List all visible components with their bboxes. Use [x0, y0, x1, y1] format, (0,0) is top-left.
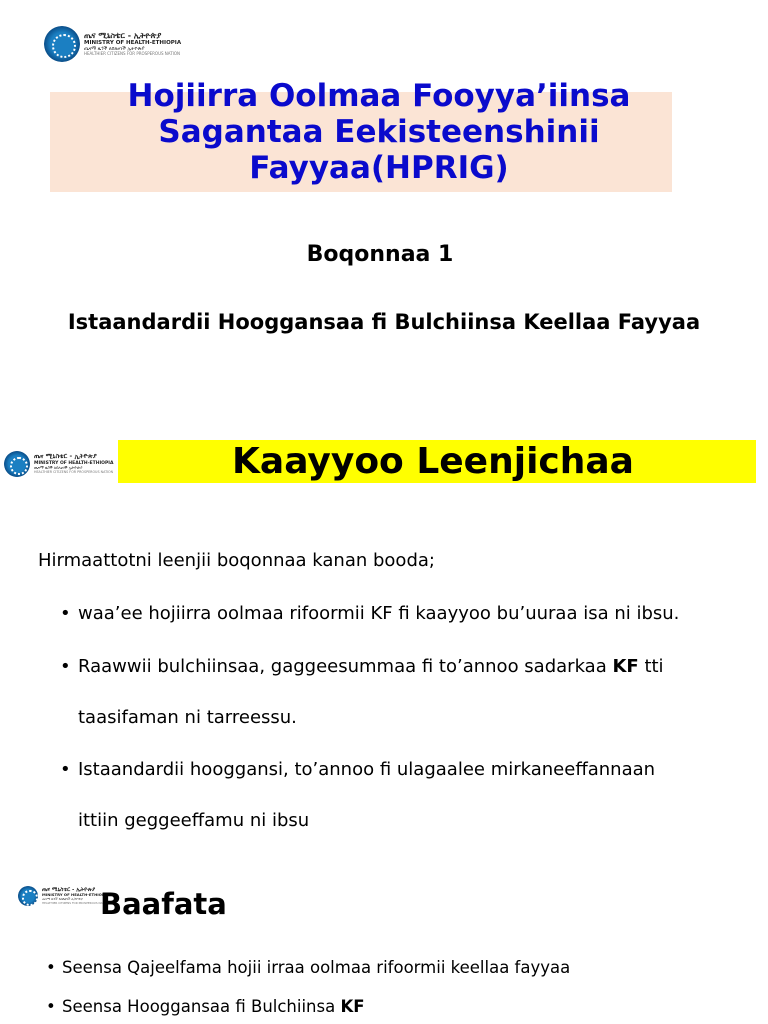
contents-text-bold: KF: [340, 997, 365, 1016]
objective-item-3-continued: ittiin geggeeffamu ni ibsu: [78, 810, 310, 831]
logo-amharic-slogan: ጤናማ ዜጎች ለበለፀገች ኢትዮጵያ: [34, 465, 83, 471]
logo-english-slogan: HEALTHIER CITIZENS FOR PROSPEROUS NATION: [34, 469, 114, 474]
title-line-2: Sagantaa Eekisteenshinii: [158, 114, 600, 150]
contents-heading: Baafata: [100, 887, 227, 921]
logo-english-name: MINISTRY OF HEALTH-ETHIOPIA: [34, 460, 114, 466]
objective-item-2-continued: taasifaman ni tarreessu.: [78, 707, 297, 728]
objective-text-bold: KF: [612, 656, 639, 677]
logo-amharic-name: ጤና ሚኒስቴር - ኢትዮጵያ: [84, 31, 162, 41]
bullet-icon: •: [46, 958, 56, 977]
title-line-3: Fayyaa(HPRIG): [249, 150, 509, 186]
logo-english-slogan: HEALTHIER CITIZENS FOR PROSPEROUS NATION: [84, 51, 180, 57]
logo-english-name: MINISTRY OF HEALTH-ETHIOPIA: [84, 40, 182, 47]
bullet-icon: •: [60, 603, 71, 624]
ministry-emblem-icon: [18, 886, 38, 906]
contents-text: Seensa Qajeelfama hojii irraa oolmaa rifoormii keellaa fayyaa: [62, 958, 571, 977]
chapter-subtitle: Istaandardii Hooggansaa fi Bulchiinsa Keellaa Fayyaa: [67, 310, 701, 334]
chapter-label: Boqonnaa 1: [306, 242, 454, 267]
objective-text: waa’ee hojiirra oolmaa rifoormii KF fi kaayyoo bu’uuraa isa ni ibsu.: [78, 603, 680, 624]
ministry-logo-bottom: [18, 886, 109, 906]
objective-text: Istaandardii hooggansi, to’annoo fi ulagaalee mirkaneeffannaan: [78, 759, 656, 780]
ministry-emblem-icon: [4, 451, 30, 477]
ministry-logo-top: [44, 26, 181, 62]
logo-amharic-slogan: ጤናማ ዜጎች ለበለፀገች ኢትዮጵያ: [84, 45, 145, 52]
logo-amharic-slogan: ጤናማ ዜጎች ለበለፀገች ኢትዮጵያ: [42, 896, 84, 901]
objective-text: tti: [638, 656, 664, 677]
bullet-icon: •: [60, 759, 71, 780]
ministry-logo-middle: [4, 451, 113, 477]
objectives-intro: Hirmaattotni leenjii boqonnaa kanan booda;: [38, 550, 435, 571]
objectives-heading: Kaayyoo Leenjichaa: [232, 441, 634, 482]
bullet-icon: •: [60, 656, 71, 677]
ministry-emblem-icon: [44, 26, 80, 62]
logo-amharic-name: ጤና ሚኒስቴር - ኢትዮጵያ: [42, 887, 96, 894]
title-line-1: Hojiirra Oolmaa Fooyya’iinsa: [127, 78, 631, 114]
bullet-icon: •: [46, 997, 56, 1016]
logo-amharic-name: ጤና ሚኒስቴር - ኢትዮጵያ: [34, 452, 97, 461]
logo-english-slogan: HEALTHIER CITIZENS FOR PROSPEROUS NATION: [42, 900, 110, 905]
objective-text: Raawwii bulchiinsaa, gaggeesummaa fi to’annoo sadarkaa: [78, 656, 613, 677]
logo-english-name: MINISTRY OF HEALTH-ETHIOPIA: [42, 892, 110, 898]
contents-text: Seensa Hooggansaa fi Bulchiinsa: [62, 997, 341, 1016]
main-title: [50, 78, 708, 186]
